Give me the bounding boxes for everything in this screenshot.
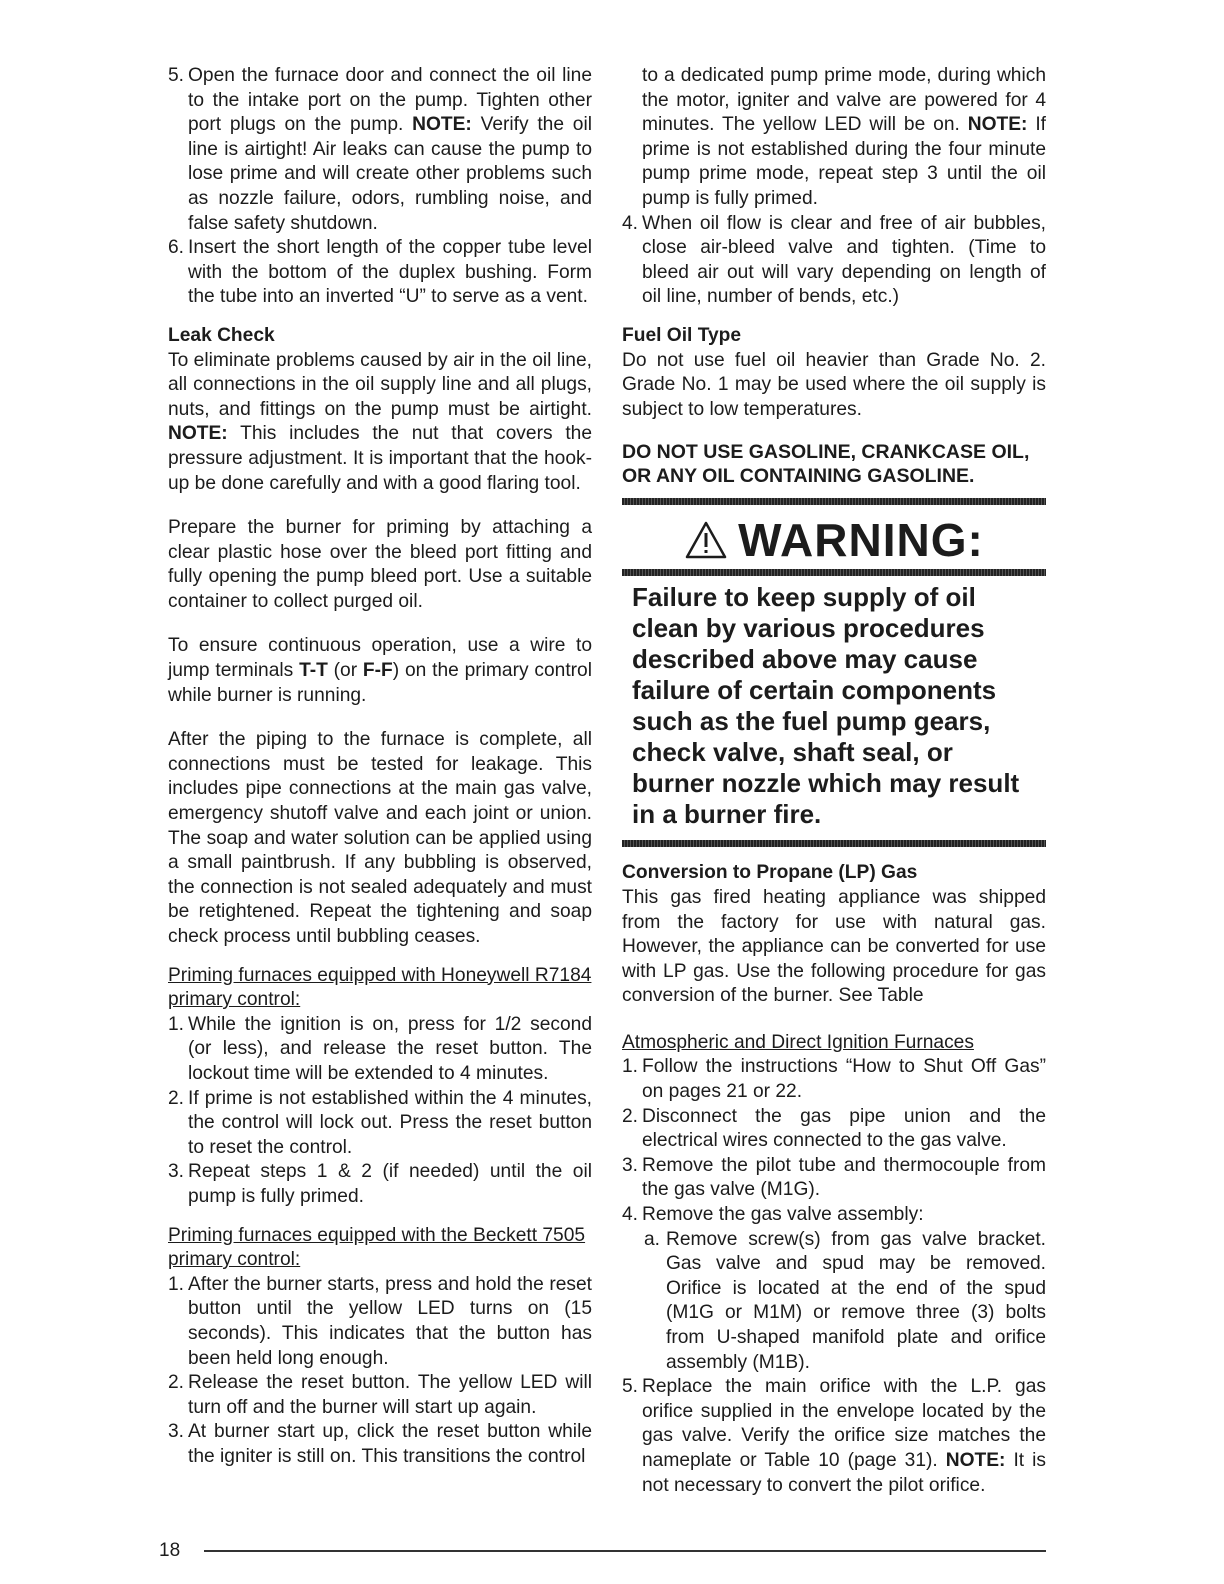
text-run: To eliminate problems caused by air in the oil line, all connections in the oil supply line and all plugs, nuts, and fittings on the pump must be airtight. bbox=[168, 349, 592, 420]
conversion-heading: Conversion to Propane (LP) Gas bbox=[622, 862, 918, 884]
list-number: a. bbox=[644, 1228, 661, 1250]
list-number: 3. bbox=[622, 1154, 639, 1176]
page-number: 18 bbox=[159, 1540, 181, 1561]
list-number: 2. bbox=[168, 1372, 185, 1394]
list-text: Remove the gas valve assembly: bbox=[642, 1204, 924, 1226]
text-run: (or bbox=[333, 660, 358, 682]
warning-body: Failure to keep supply of oil clean by various procedures described above may cause failure of certain components such as the fuel pump gears, check valve, shaft seal, or burner nozzle which may result in a burner fire. bbox=[632, 582, 1020, 830]
list-item bbox=[168, 1273, 592, 1371]
prepare-paragraph: Prepare the burner for priming by attaching a clear plastic hose over the bleed port fitting and fully opening the pump bleed port. Use a suitable container to collect purged oil. bbox=[168, 517, 592, 612]
list-text: Remove screw(s) from gas valve bracket. Gas valve and spud may be removed. Orifice is located at the end of the spud (M1G or M1M) or remove three (3) bolts from U-shaped manifold plate and orifice assembly (M1B). bbox=[666, 1228, 1046, 1373]
atmospheric-steps bbox=[622, 1055, 1046, 1498]
leak-check-paragraph bbox=[168, 349, 592, 497]
list-text: When oil flow is clear and free of air bubbles, close air-bleed valve and tighten. (Time to bleed air out will vary depending on length of oil line, number of bends, etc.) bbox=[642, 212, 1046, 308]
note-label: NOTE: bbox=[412, 114, 472, 136]
list-number: 3. bbox=[168, 1161, 185, 1183]
list-text: If prime is not established within the 4 minutes, the control will lock out. Press the reset button to reset the control. bbox=[188, 1087, 592, 1158]
list-number: 5. bbox=[622, 1376, 639, 1398]
honeywell-heading: Priming furnaces equipped with Honeywell R7184 primary control: bbox=[168, 964, 592, 1011]
list-number: 1. bbox=[168, 1013, 185, 1035]
text-run: To ensure continuous operation, use a wire to jump terminals bbox=[168, 635, 592, 682]
list-text: Follow the instructions “How to Shut Off Gas” on pages 21 or 22. bbox=[642, 1056, 1046, 1103]
list-text: Disconnect the gas pipe union and the electrical wires connected to the gas valve. bbox=[642, 1105, 1046, 1152]
list-number: 5. bbox=[168, 65, 185, 86]
list-number: 1. bbox=[168, 1273, 185, 1295]
do-not-use-notice: DO NOT USE GASOLINE, CRANKCASE OIL, OR ANY OIL CONTAINING GASOLINE. bbox=[622, 441, 1030, 488]
beckett-steps bbox=[168, 1273, 592, 1470]
after-paragraph: After the piping to the furnace is complete, all connections must be tested for leakage. This includes pipe connections at the main gas valve, emergency shutoff valve and each joint or union. The soap and water solution can be applied using a small paintbrush. If any bubbling is observed, the connection is not sealed adequately and must be retightened. Repeat the tightening and soap check process until bubbling ceases. bbox=[168, 729, 592, 947]
list-item bbox=[622, 1154, 1046, 1203]
list-number: 4. bbox=[622, 212, 639, 234]
terminal-label: T-T bbox=[299, 660, 328, 682]
warning-title bbox=[622, 513, 1046, 567]
list-text: After the burner starts, press and hold the reset button until the yellow LED turns on (15 seconds). This indicates that the button has been held long enough. bbox=[188, 1273, 592, 1369]
list-number: 6. bbox=[168, 237, 185, 259]
list-text: Insert the short length of the copper tube level with the bottom of the duplex bushing. Form the tube into an inverted “U” to serve as a vent. bbox=[188, 237, 592, 308]
fuel-oil-paragraph: Do not use fuel oil heavier than Grade No. 2. Grade No. 1 may be used where the oil supply is subject to low temperatures. bbox=[622, 349, 1046, 420]
honeywell-steps bbox=[168, 1013, 592, 1210]
text-run: Open the furnace door and connect the oil line to the intake port on the pump. Tighten other port plugs on the pump. bbox=[188, 65, 592, 136]
list-item bbox=[168, 64, 592, 236]
terminal-label: F-F bbox=[362, 660, 393, 682]
list-subitem bbox=[622, 1228, 1046, 1376]
list-text: At burner start up, click the reset button while the igniter is still on. This transitions the control bbox=[188, 1421, 592, 1467]
text-run: This includes the nut that covers the pressure adjustment. It is important that the hook-up be done carefully and with a good flaring tool. bbox=[168, 423, 593, 494]
ensure-paragraph bbox=[168, 634, 592, 708]
list-item bbox=[622, 1203, 1046, 1228]
warning-box bbox=[622, 498, 1046, 847]
footer-rule bbox=[204, 1550, 1046, 1552]
list-text: Repeat steps 1 & 2 (if needed) until the oil pump is fully primed. bbox=[188, 1161, 592, 1207]
atmospheric-heading: Atmospheric and Direct Ignition Furnaces bbox=[622, 1031, 974, 1053]
list-item bbox=[168, 1371, 592, 1420]
note-label: NOTE: bbox=[168, 423, 228, 445]
list-number: 2. bbox=[168, 1087, 185, 1109]
list-item bbox=[622, 212, 1046, 310]
right-column bbox=[622, 64, 1046, 1498]
list-number: 2. bbox=[622, 1105, 639, 1127]
note-label: NOTE: bbox=[967, 114, 1028, 136]
warning-mid-bar bbox=[622, 569, 1046, 576]
list-item bbox=[168, 1013, 592, 1087]
list-number: 1. bbox=[622, 1056, 639, 1078]
fuel-oil-heading: Fuel Oil Type bbox=[622, 324, 742, 346]
list-item bbox=[622, 1375, 1046, 1498]
beckett-heading: Priming furnaces equipped with the Beckett 7505 primary control: bbox=[168, 1224, 586, 1271]
list-item bbox=[168, 1420, 592, 1469]
text-run: Replace the main orifice with the L.P. gas orifice supplied in the envelope located by the gas valve. Verify the orifice size matches the nameplate or Table 10 (page 31). bbox=[642, 1376, 1046, 1471]
list-text: While the ignition is on, press for 1/2 second (or less), and release the reset button. The lockout time will be extended to 4 minutes. bbox=[188, 1013, 592, 1084]
list-text bbox=[642, 1375, 1046, 1498]
list-item bbox=[168, 1160, 592, 1209]
warning-title-text: WARNING: bbox=[738, 514, 984, 567]
warning-triangle-icon bbox=[684, 520, 728, 560]
text-run: Verify the oil line is airtight! Air leaks can cause the pump to lose prime and will create other problems such as nozzle failure, odors, rumbling noise, and false safety shutdown. bbox=[188, 114, 592, 234]
continued-paragraph bbox=[622, 64, 1046, 212]
list-text bbox=[188, 64, 592, 236]
list-number: 3. bbox=[168, 1421, 185, 1443]
list-item bbox=[622, 1055, 1046, 1104]
warning-bottom-bar bbox=[622, 840, 1046, 847]
text-run: to a dedicated pump prime mode, during which the motor, igniter and valve are powered for 4 minutes. The yellow LED will be on. bbox=[642, 65, 1046, 136]
text-run: ) on the primary control while burner is running. bbox=[168, 660, 592, 706]
note-label: NOTE: bbox=[945, 1449, 1006, 1471]
list-number: 4. bbox=[622, 1204, 639, 1226]
list-text: Remove the pilot tube and thermocouple from the gas valve (M1G). bbox=[642, 1154, 1046, 1201]
list-item bbox=[168, 1087, 592, 1161]
text-run: It is not necessary to convert the pilot orifice. bbox=[642, 1449, 1046, 1496]
text-run: If prime is not established during the four minute pump prime mode, repeat step 3 until the oil pump is fully primed. bbox=[642, 114, 1046, 209]
leak-check-heading: Leak Check bbox=[168, 324, 275, 346]
warning-top-bar bbox=[622, 498, 1046, 505]
list-item bbox=[168, 236, 592, 310]
list-text: Release the reset button. The yellow LED will turn off and the burner will start up again. bbox=[188, 1372, 592, 1418]
conversion-paragraph: This gas fired heating appliance was shipped from the factory for use with natural gas. However, the appliance can be converted for use with LP gas. Use the following procedure for gas conversion of the burner. See Table bbox=[622, 886, 1046, 1007]
left-column bbox=[168, 64, 592, 1469]
list-item bbox=[622, 1105, 1046, 1154]
